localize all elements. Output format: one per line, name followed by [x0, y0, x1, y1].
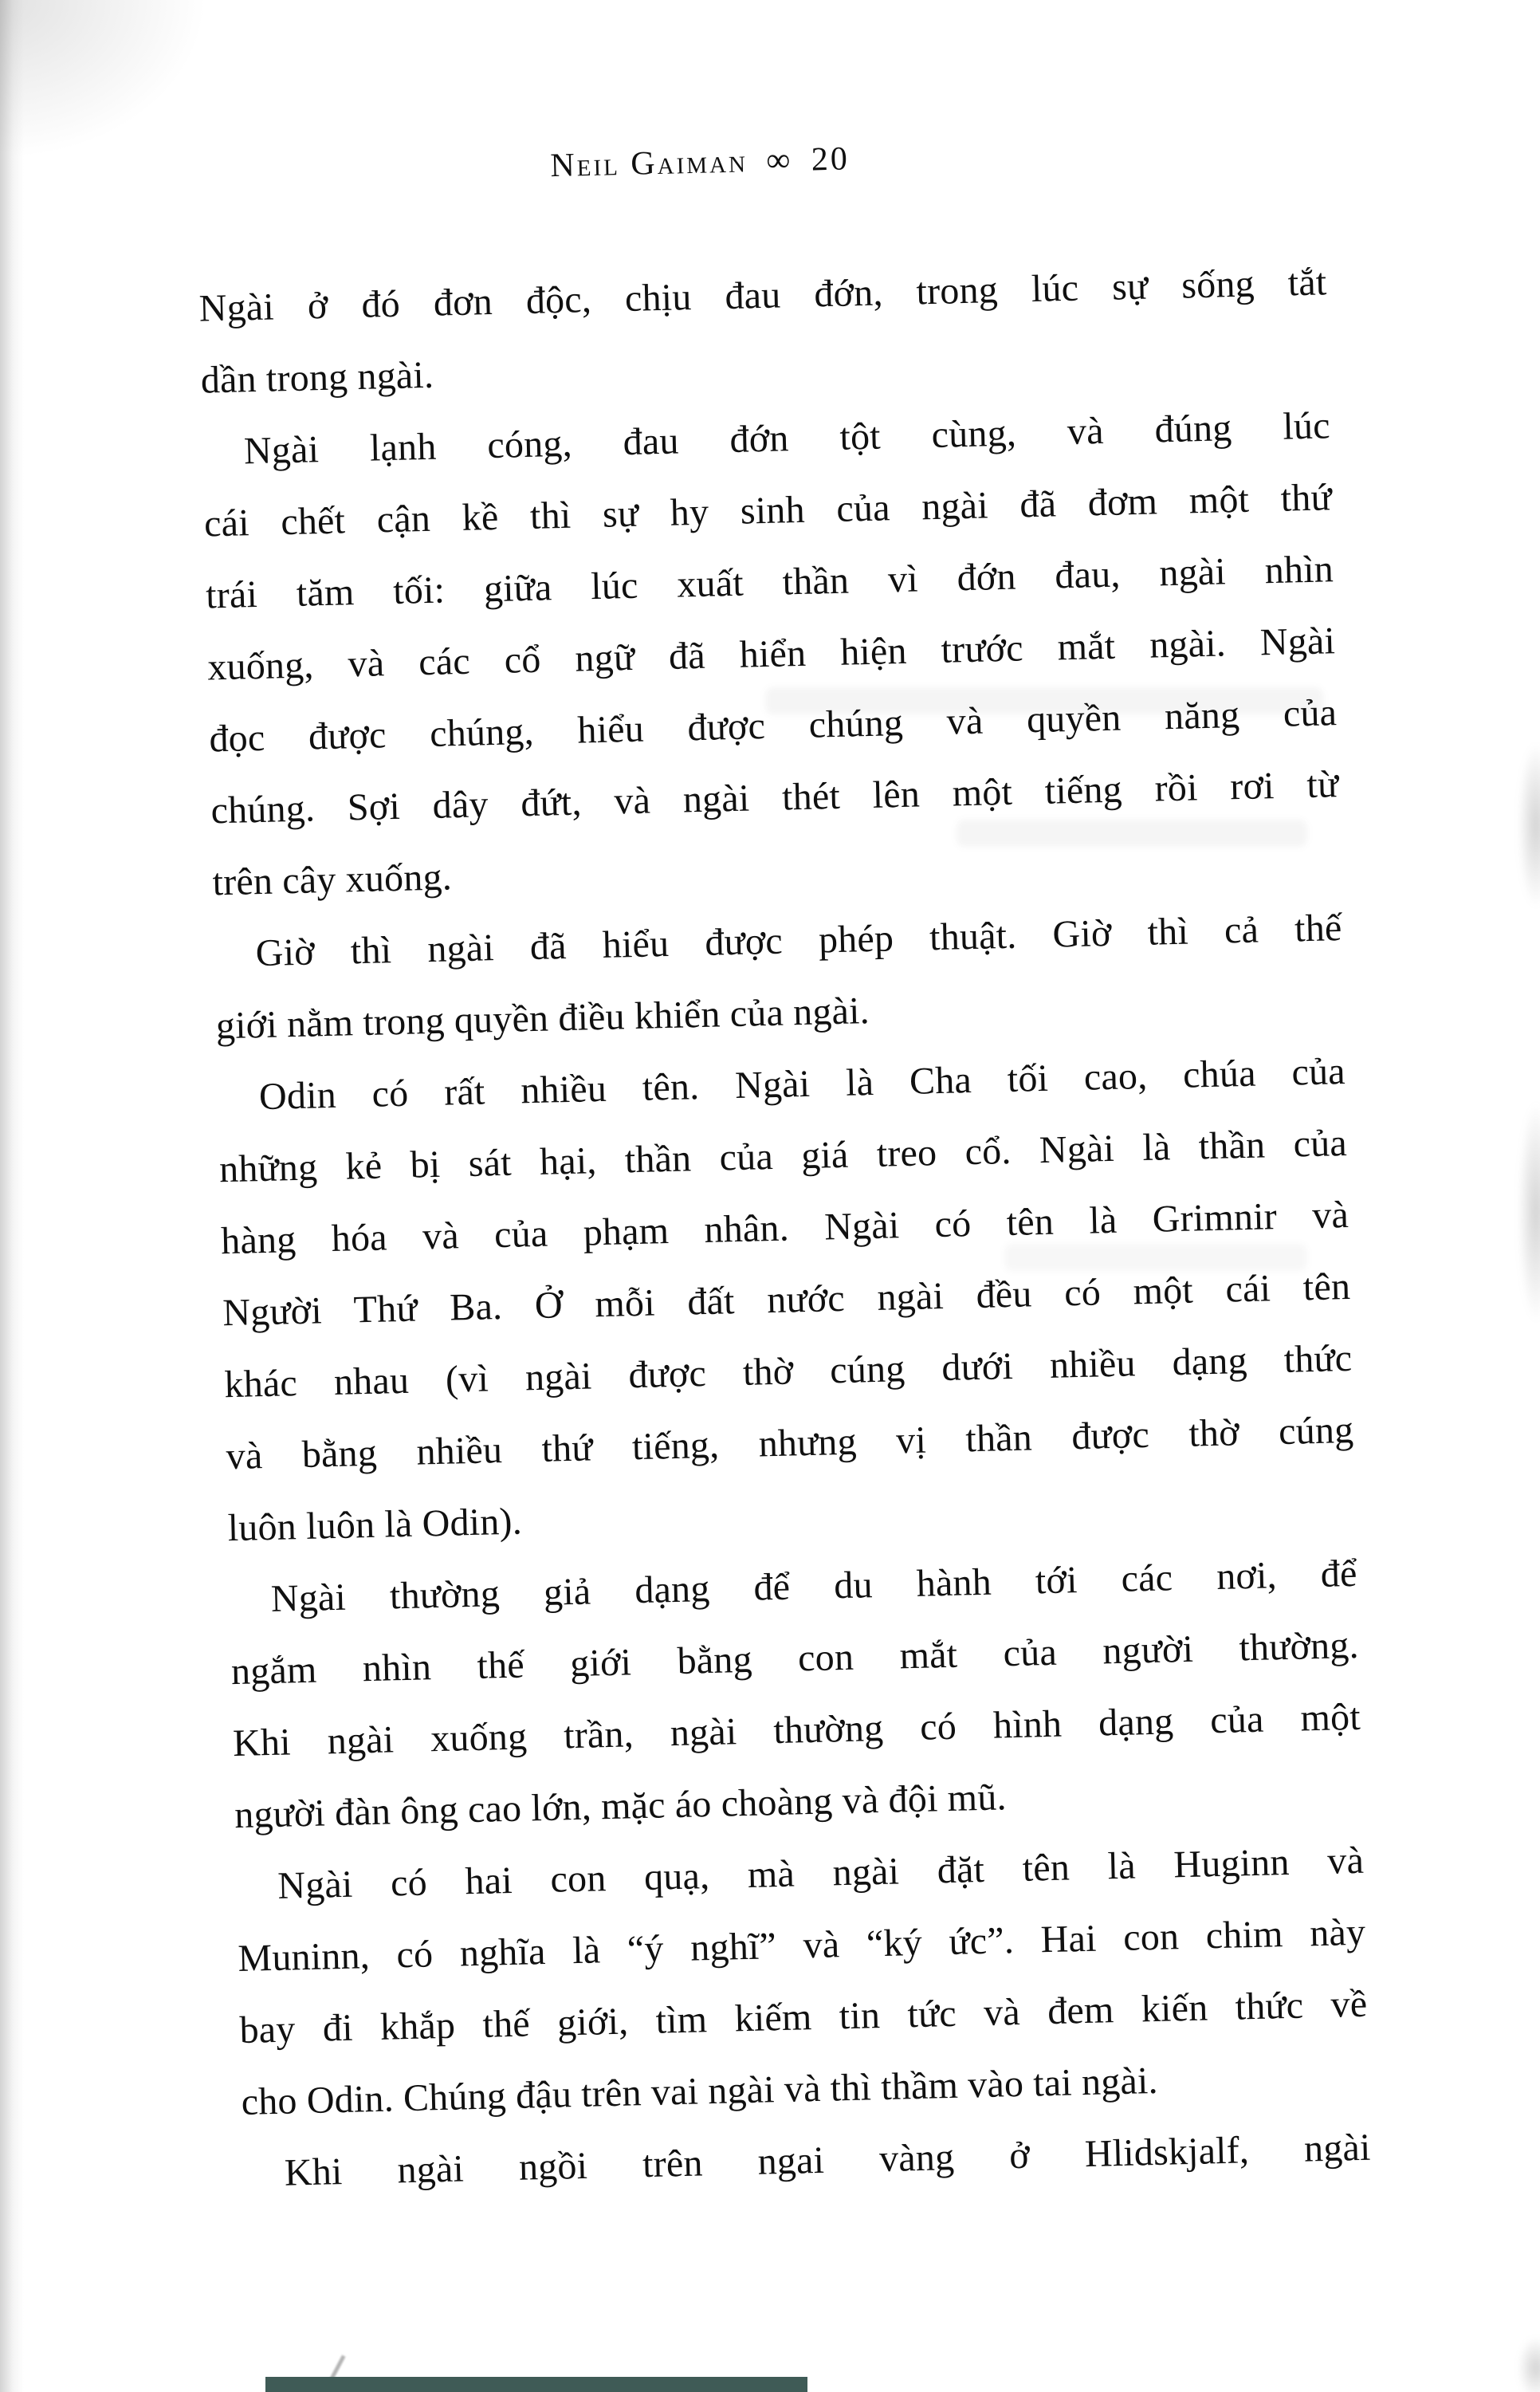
text-line: Ngài ở đó đơn độc, chịu đau đớn, trong lúc sự sống tắt — [198, 261, 1327, 330]
text-line: chúng. Sợi dây đứt, và ngài thét lên một tiếng rồi rơi từ — [210, 763, 1339, 832]
paragraph — [229, 1538, 1363, 1851]
page-content — [195, 128, 1371, 2210]
text-line: Muninn, có nghĩa là “ý nghĩ” và “ký ức”. Hai con chim này — [237, 1910, 1366, 1981]
text-line: dần trong ngài. — [200, 353, 434, 402]
text-line: trái tăm tối: giữa lúc xuất thần vì đớn đau, ngài nhìn — [205, 548, 1334, 617]
text-line: Ngài có hai con quạ, mà ngài đặt tên là Huginn và — [277, 1839, 1365, 1907]
text-line: Khi ngài xuống trần, ngài thường có hình dạng của một — [232, 1695, 1361, 1765]
text-line: giới nằm trong quyền điều khiển của ngài. — [215, 989, 870, 1048]
scan-edge-smudge — [1518, 742, 1540, 909]
text-line: Người Thứ Ba. Ở mỗi đất nước ngài đều có một cái tên — [222, 1265, 1351, 1335]
text-column — [198, 246, 1372, 2210]
author-name: Neil Gaiman — [549, 143, 748, 185]
text-line: hàng hóa và của phạm nhân. Ngài có tên là Grimnir và — [220, 1193, 1349, 1263]
scan-corner-shadow — [0, 0, 207, 159]
text-line: những kẻ bị sát hại, thần của giá treo cổ. Ngài là thần của — [218, 1121, 1348, 1191]
text-line: bay đi khắp thế giới, tìm kiếm tin tức và đem kiến thức về — [238, 1982, 1368, 2052]
text-line: Odin có rất nhiều tên. Ngài là Cha tối cao, chúa của — [258, 1050, 1346, 1119]
text-line: trên cây xuống. — [212, 856, 453, 904]
scan-edge-smudge — [1518, 2336, 1540, 2392]
infinity-separator: ∞ — [765, 142, 793, 179]
text-line: Ngài thường giả dạng để du hành tới các nơi, để — [270, 1552, 1358, 1620]
paragraph — [235, 1825, 1369, 2138]
paragraph — [214, 892, 1345, 1062]
page-number: 20 — [811, 140, 851, 179]
text-line: khác nhau (vì ngài được thờ cúng dưới nhiều dạng thức — [223, 1336, 1353, 1406]
scan-edge-smudge — [1518, 1100, 1540, 1324]
scan-gutter-shadow — [0, 0, 24, 2392]
text-line: ngắm nhìn thế giới bằng con mắt của người thường. — [230, 1623, 1360, 1694]
text-line: Khi ngài ngồi trên ngai vàng ở Hlidskjalf, ngài — [284, 2126, 1372, 2194]
text-line: Giờ thì ngài đã hiểu được phép thuật. Giờ thì cả thế — [255, 907, 1343, 975]
text-line: Ngài lạnh cóng, đau đớn tột cùng, và đúng lúc — [243, 404, 1331, 473]
text-line: cho Odin. Chúng đậu trên vai ngài và thì thầm vào tai ngài. — [241, 2059, 1159, 2123]
text-line: luôn luôn là Odin). — [227, 1500, 523, 1550]
scan-bottom-bar-artifact — [265, 2377, 807, 2392]
text-line: người đàn ông cao lớn, mặc áo choàng và đội mũ. — [234, 1776, 1008, 1837]
running-header — [136, 130, 1264, 198]
text-line: cái chết cận kề thì sự hy sinh của ngài đã đơm một thứ — [203, 476, 1333, 545]
text-line: đọc được chúng, hiểu được chúng và quyền năng của — [208, 691, 1338, 761]
paragraph — [217, 1036, 1356, 1564]
paragraph — [202, 390, 1341, 919]
paragraph — [198, 246, 1330, 416]
text-line: xuống, và các cổ ngữ đã hiển hiện trước mắt ngài. Ngài — [206, 620, 1336, 689]
text-line: và bằng nhiều thứ tiếng, nhưng vị thần được thờ cúng — [226, 1408, 1354, 1478]
